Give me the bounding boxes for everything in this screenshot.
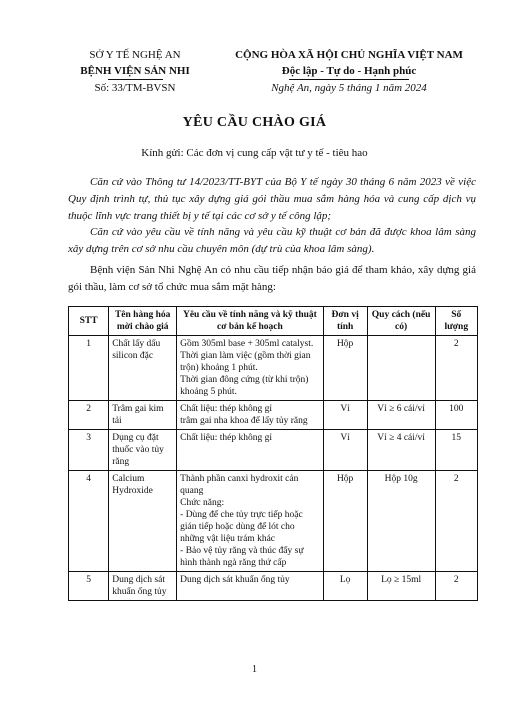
cell-name: Calcium Hydroxide [109,471,177,572]
issue-date: Nghệ An, ngày 5 tháng 1 năm 2024 [271,82,427,94]
cell-stt: 5 [69,572,109,601]
header-name: Tên hàng hóa mời chào giá [109,307,177,336]
cell-pack: Lọ ≥ 15ml [367,572,435,601]
spec-line: Dung dịch sát khuẩn ống tủy [180,575,290,585]
header-qty: Số lượng [435,307,477,336]
cell-unit: Vỉ [323,401,367,430]
header-spec: Yêu cầu về tính năng và kỹ thuật cơ bản kế hoạch [177,307,323,336]
legal-basis-paragraph [68,174,476,225]
cell-qty: 15 [435,430,477,471]
cell-unit: Hộp [323,336,367,401]
cell-name: Dụng cụ đặt thuốc vào tủy răng [109,430,177,471]
cell-stt: 2 [69,401,109,430]
cell-pack: Hộp 10g [367,471,435,572]
cell-name: Chất lấy dấu silicon đặc [109,336,177,401]
spec-line: - Bảo vệ tủy răng và thúc đẩy sự hình thành ngà răng thứ cấp [180,546,304,568]
cell-spec [177,401,323,430]
cell-pack: Vỉ ≥ 4 cái/vỉ [367,430,435,471]
requirement-basis-paragraph [68,224,476,258]
request-paragraph [68,262,476,296]
cell-spec [177,336,323,401]
national-motto-block [214,47,484,96]
motto: Độc lập - Tự do - Hạnh phúc [281,65,417,77]
cell-qty: 2 [435,471,477,572]
hospital-name: BỆNH VIỆN SẢN NHI [80,65,190,77]
spec-line: Thành phần canxi hydroxit cản quang [180,474,299,496]
ministry-name: SỞ Y TẾ NGHỆ AN [89,49,181,61]
document-title: YÊU CẦU CHÀO GIÁ [182,115,327,130]
page-number: 1 [252,664,257,675]
table-row [69,430,478,471]
spec-line: Chất liệu: thép không gỉ [180,433,272,443]
cell-stt: 1 [69,336,109,401]
cell-spec [177,430,323,471]
cell-unit: Vỉ [323,430,367,471]
spec-line: Chất liệu: thép không gỉ [180,404,272,414]
request-text: Bệnh viện Sản Nhi Nghệ An có nhu cầu tiếp nhận báo giá để tham khảo, xây dựng giá gói thầu, làm cơ sở tổ chức mua sắm mặt hàng: [68,264,476,293]
cell-pack: Vỉ ≥ 6 cái/vỉ [367,401,435,430]
issuer-block [60,47,210,96]
spec-line: Chức năng: [180,498,225,508]
recipient-line: Kính gửi: Các đơn vị cung cấp vật tư y tế - tiêu hao [141,147,368,159]
table-row [69,572,478,601]
table-header-row [69,307,478,336]
cell-spec [177,471,323,572]
cell-name: Trâm gai kim tải [109,401,177,430]
legal-basis-text: Căn cứ vào Thông tư 14/2023/TT-BYT của Bộ Y tế ngày 30 tháng 6 năm 2023 về việc Quy định trình tự, thủ tục xây dựng giá gói thầu mua sắm hàng hóa và cung cấp dịch vụ thuộc lĩnh vực trang thiết bị y tế tại các cơ sở y tế công lập; [68,176,476,222]
cell-spec [177,572,323,601]
table-row [69,471,478,572]
header-pack: Quy cách (nếu có) [367,307,435,336]
requirement-basis-text: Căn cứ vào yêu cầu về tính năng và yêu cầu kỹ thuật cơ bản đã được khoa lâm sàng xây dựng trên cơ sở nhu cầu chuyên môn (dự trù của khoa lâm sàng). [68,226,476,255]
cell-name: Dung dịch sát khuẩn ống tủy [109,572,177,601]
cell-unit: Hộp [323,471,367,572]
cell-qty: 2 [435,336,477,401]
cell-pack [367,336,435,401]
cell-stt: 4 [69,471,109,572]
spec-line: Gồm 305ml base + 305ml catalyst. Thời gian làm việc (gồm thời gian trộn) khoảng 1 phút. [180,339,314,373]
document-number: Số: 33/TM-BVSN [94,82,176,94]
header-unit: Đơn vị tính [323,307,367,336]
cell-stt: 3 [69,430,109,471]
cell-qty: 2 [435,572,477,601]
items-table [68,306,478,601]
cell-unit: Lọ [323,572,367,601]
table-row [69,401,478,430]
country-name: CỘNG HÒA XÃ HỘI CHỦ NGHĨA VIỆT NAM [235,49,463,61]
table-row [69,336,478,401]
spec-line: Thời gian đông cứng (từ khi trộn) khoảng 5 phút. [180,375,309,397]
header-stt: STT [69,307,109,336]
spec-line: trâm gai nha khoa để lấy tủy răng [180,416,308,426]
cell-qty: 100 [435,401,477,430]
spec-line: - Dùng để che tủy trực tiếp hoặc gián tiếp hoặc dùng để lót cho những vật liệu trám khác [180,510,303,544]
